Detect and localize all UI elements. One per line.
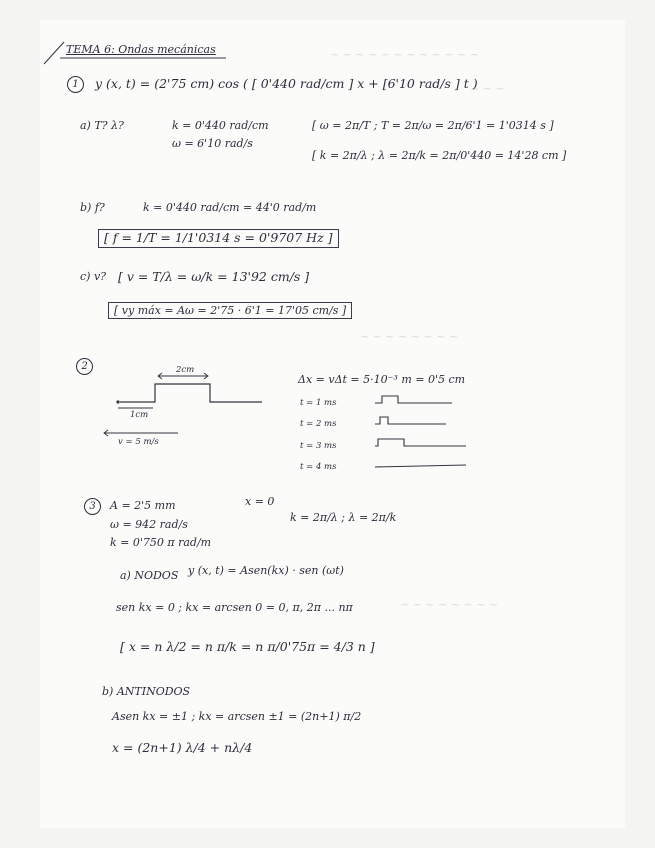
pulse-width-label: 2cm: [176, 365, 195, 375]
page-title: TEMA 6: Ondas mecánicas: [66, 43, 216, 56]
p1a-k-value: k = 0'440 rad/cm: [172, 119, 269, 132]
ghost-text: ~ ~ ~ ~ ~ ~ ~ ~ ~ ~ ~ ~: [330, 48, 480, 61]
p1-wave-equation: y (x, t) = (2'75 cm) cos ( [ 0'440 rad/cm ] x + [6'10 rad/s ] t ): [95, 76, 478, 91]
p3a-node-positions: [ x = n λ/2 = n π/k = n π/0'75π = 4/3 n ]: [120, 639, 375, 654]
p1b-k-value: k = 0'440 rad/cm = 44'0 rad/m: [143, 201, 317, 214]
p1c-velocity-equation: [ v = T/λ = ω/k = 13'92 cm/s ]: [118, 269, 310, 284]
p1c-label: c) v?: [80, 270, 107, 283]
p3a-standing-wave-equation: y (x, t) = Asen(kx) · sen (ωt): [188, 564, 344, 577]
p3-k-equation: k = 2π/λ ; λ = 2π/k: [290, 511, 397, 524]
ghost-text: ~ ~ ~: [470, 82, 505, 95]
p2-time-1: t = 1 ms: [300, 398, 337, 408]
p3a-label: a) NODOS: [120, 569, 179, 582]
p1a-label: a) T? λ?: [80, 119, 124, 132]
p3-k: k = 0'750 π rad/m: [110, 536, 212, 549]
pulse-offset-label: 1cm: [130, 410, 149, 420]
p3b-label: b) ANTINODOS: [102, 685, 191, 698]
p3-amplitude: A = 2'5 mm: [110, 499, 176, 512]
p3b-antinode-positions: x = (2n+1) λ/4 + nλ/4: [112, 740, 253, 755]
p2-displacement-equation: Δx = vΔt = 5·10⁻³ m = 0'5 cm: [298, 373, 466, 386]
p2-time-4: t = 4 ms: [300, 462, 337, 472]
p2-time-3: t = 3 ms: [300, 441, 337, 451]
p3-omega: ω = 942 rad/s: [110, 518, 188, 531]
problem-3-number: 3: [84, 498, 101, 515]
p1a-omega-value: ω = 6'10 rad/s: [172, 137, 253, 150]
p1c-max-vy-equation: [ vy máx = Aω = 2'75 · 6'1 = 17'05 cm/s ]: [108, 302, 352, 319]
problem-2-number: 2: [76, 358, 93, 375]
pulse-velocity-label: v = 5 m/s: [118, 437, 159, 447]
p3-x-origin: x = 0: [245, 495, 275, 508]
ghost-text: ~ ~ ~ ~ ~ ~ ~ ~: [400, 598, 499, 611]
p1a-period-equation: [ ω = 2π/T ; T = 2π/ω = 2π/6'1 = 1'0314 s ]: [312, 119, 554, 132]
p1b-frequency-equation: [ f = 1/T = 1/1'0314 s = 0'9707 Hz ]: [98, 229, 339, 248]
p3a-sine-condition: sen kx = 0 ; kx = arcsen 0 = 0, π, 2π ... nπ: [116, 601, 353, 614]
ghost-text: ~ ~ ~ ~ ~ ~ ~ ~: [360, 330, 459, 343]
p3b-sine-condition: Asen kx = ±1 ; kx = arcsen ±1 = (2n+1) π/2: [112, 710, 362, 723]
p1a-wavelength-equation: [ k = 2π/λ ; λ = 2π/k = 2π/0'440 = 14'28 cm ]: [312, 149, 567, 162]
p1b-label: b) f?: [80, 201, 105, 214]
p2-time-2: t = 2 ms: [300, 419, 337, 429]
problem-1-number: 1: [67, 76, 84, 93]
